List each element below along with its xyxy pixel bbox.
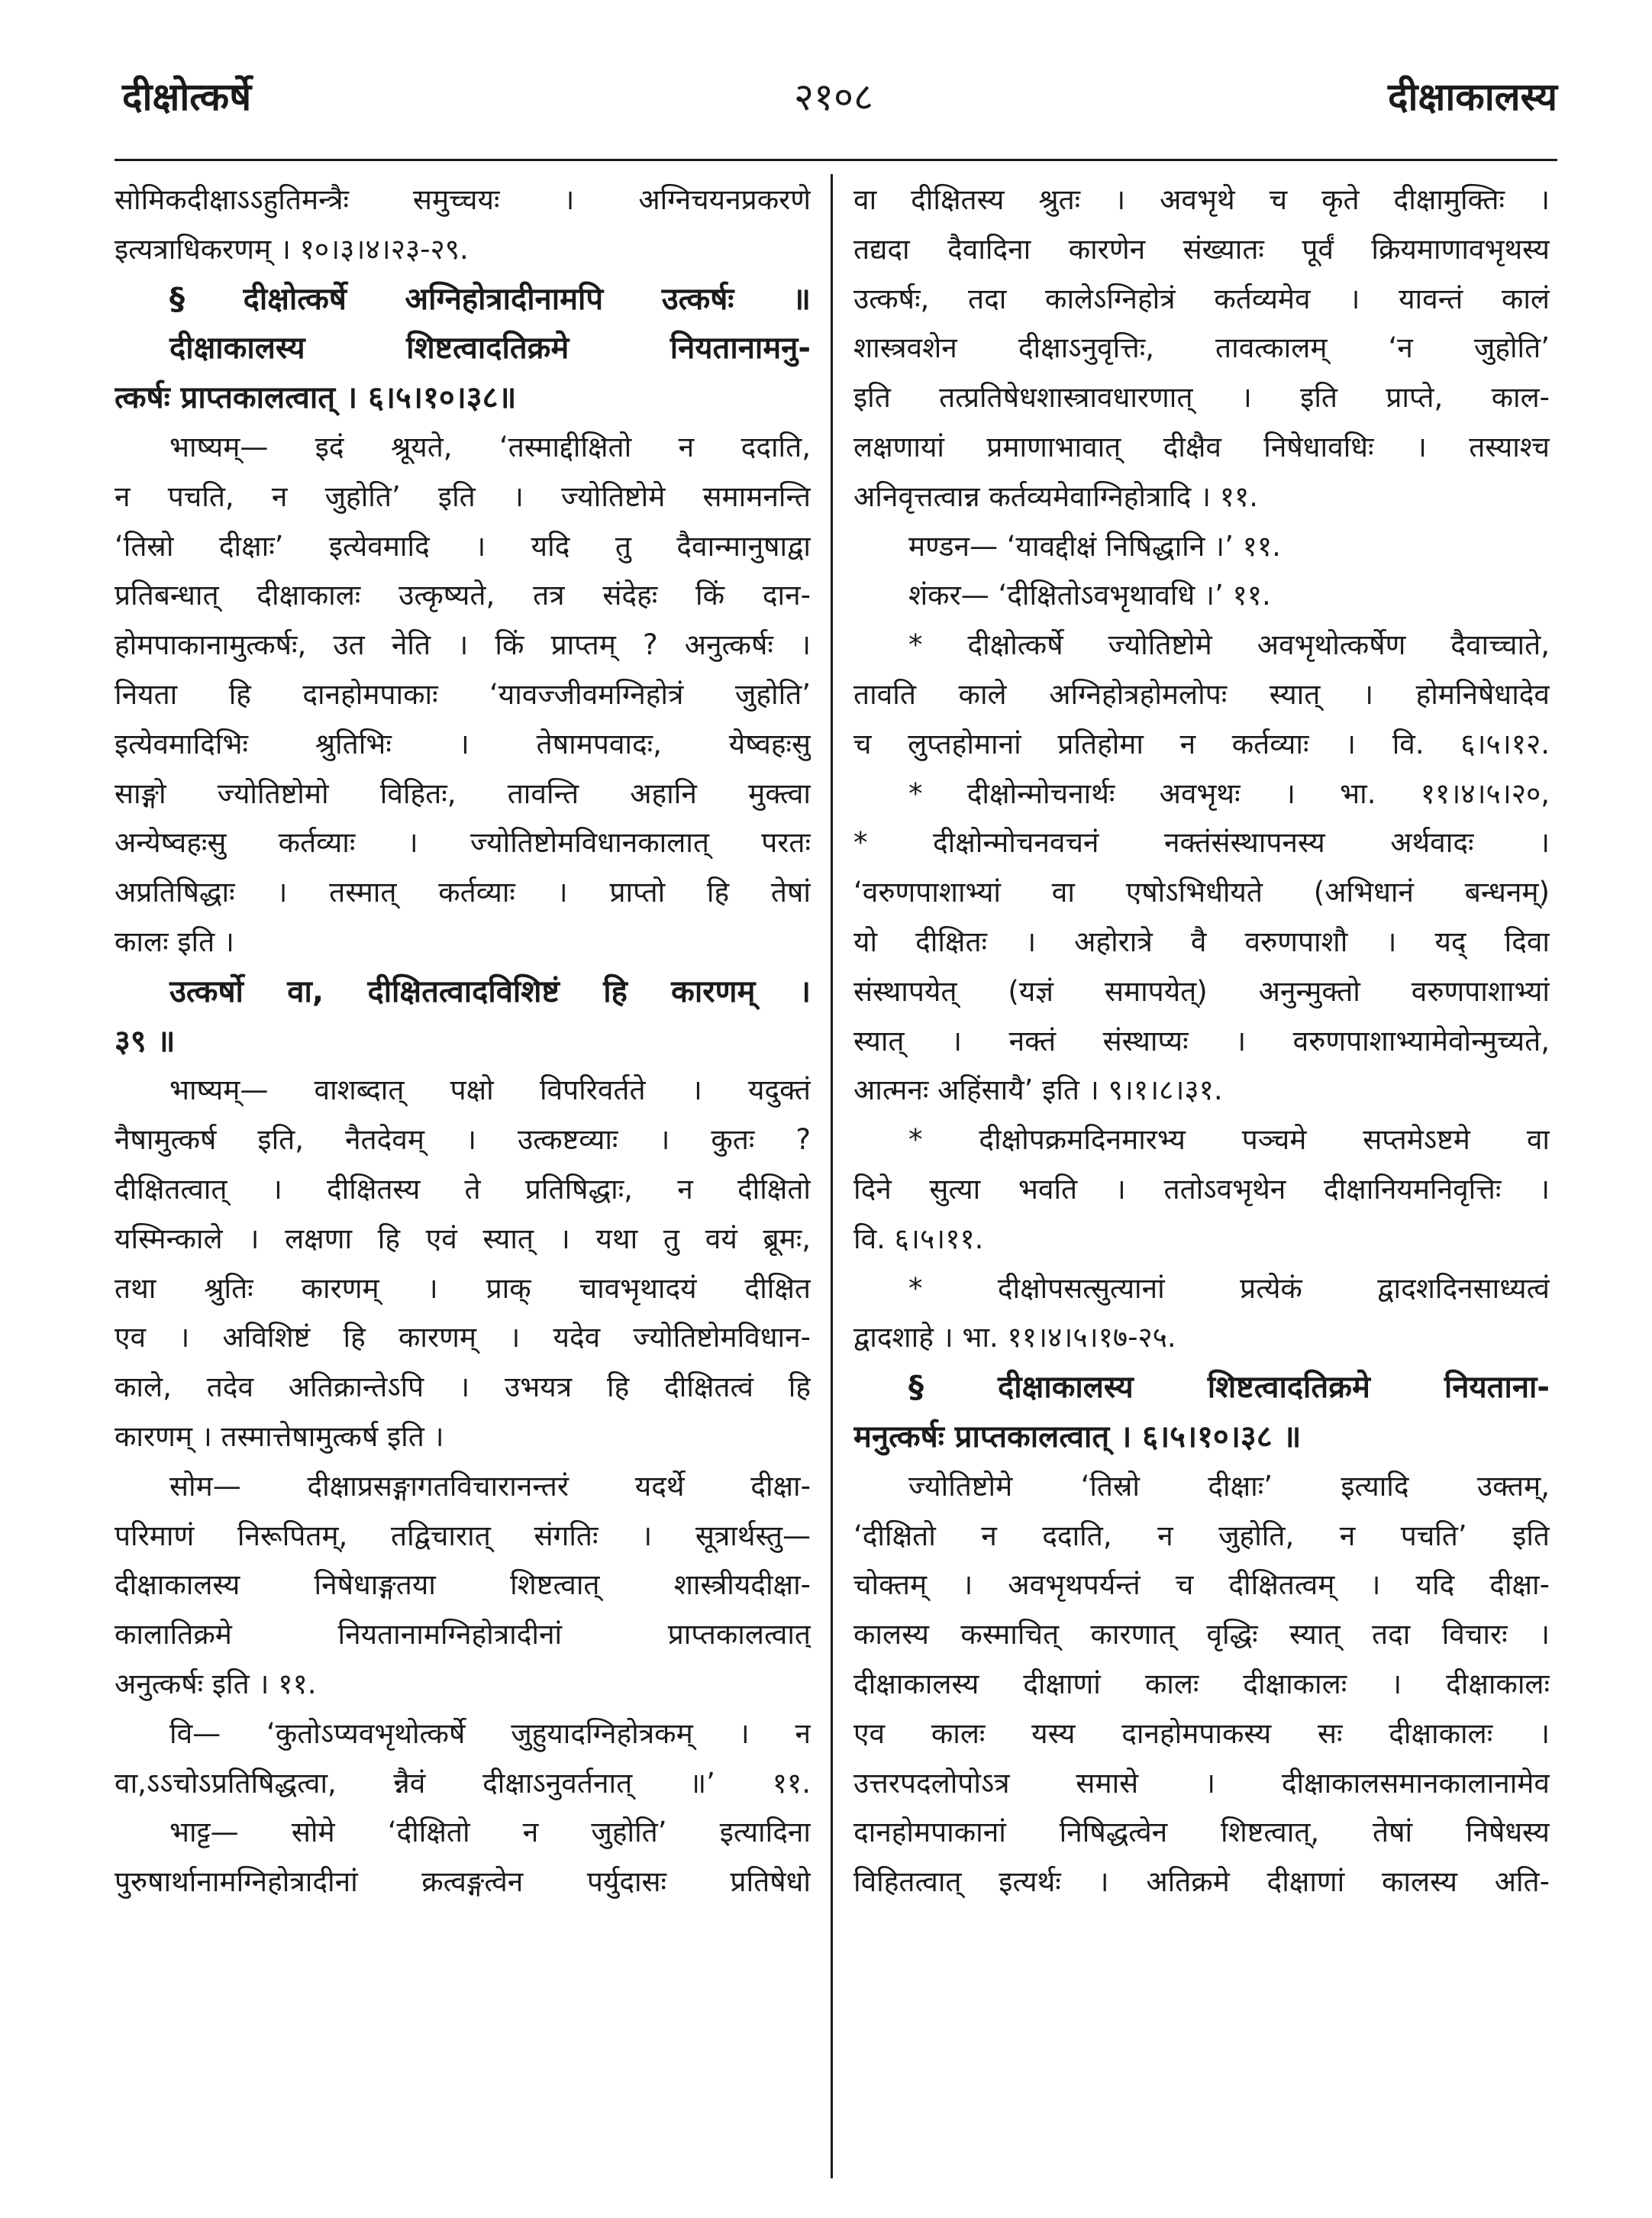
text-line: एव । अविशिष्टं हि कारणम् । यदेव ज्योतिष्टोमविधान- xyxy=(115,1321,811,1354)
text-line: वि— ‘कुतोऽप्यवभृथोत्कर्षे जुहुयादग्निहोत्रकम् । न xyxy=(169,1716,811,1750)
text-line: आत्मनः अहिंसायै’ इति । ९।१।८।३१. xyxy=(853,1073,1223,1107)
text-line: शास्त्रवशेन दीक्षाऽनुवृत्तिः, तावत्कालम् ‘न जुहोति’ xyxy=(853,331,1550,365)
header-right-catchword: दीक्षाकालस्य xyxy=(1388,75,1557,119)
text-line: ‘दीक्षितो न ददाति, न जुहोति, न पचति’ इति xyxy=(853,1519,1550,1552)
text-line: स्यात् । नक्तं संस्थाप्यः । वरुणपाशाभ्यामेवोन्मुच्यते, xyxy=(853,1024,1550,1057)
text-line: § दीक्षोत्कर्षे अग्निहोत्रादीनामपि उत्कर्षः ॥ xyxy=(169,281,811,317)
text-line: इत्यत्राधिकरणम् । १०।३।४।२३-२९. xyxy=(115,232,469,266)
text-line: तावति काले अग्निहोत्रहोमलोपः स्यात् । होमनिषेधादेव xyxy=(853,677,1550,711)
text-line: संस्थापयेत् (यज्ञं समापयेत्) अनुन्मुक्तो वरुणपाशाभ्यां xyxy=(853,974,1550,1008)
text-line: पुरुषार्थानामग्निहोत्रादीनां क्रत्वङ्गत्वेन पर्युदासः प्रतिषेधो xyxy=(115,1865,811,1899)
text-line: परिमाणं निरूपितम्, तद्विचारात् संगतिः । सूत्रार्थस्तु— xyxy=(115,1519,811,1552)
text-line: कारणम् । तस्मात्तेषामुत्कर्ष इति । xyxy=(115,1419,444,1453)
text-line: उत्कर्षः, तदा कालेऽग्निहोत्रं कर्तव्यमेव । यावन्तं कालं xyxy=(853,282,1550,315)
page-number: २१०८ xyxy=(794,75,873,119)
text-line: च लुप्तहोमानां प्रतिहोमा न कर्तव्याः । वि. ६।५।१२. xyxy=(853,727,1550,760)
text-line: विहितत्वात् इत्यर्थः । अतिक्रमे दीक्षाणां कालस्य अति- xyxy=(853,1865,1550,1899)
text-line: अन्येष्वहःसु कर्तव्याः । ज्योतिष्टोमविधानकालात् परतः xyxy=(115,826,811,860)
text-line: यस्मिन्काले । लक्षणा हि एवं स्यात् । यथा तु वयं ब्रूमः, xyxy=(115,1222,811,1255)
text-line: इत्येवमादिभिः श्रुतिभिः । तेषामपवादः, येष्वहःसु xyxy=(115,727,811,760)
text-line: वि. ६।५।११. xyxy=(853,1222,984,1255)
text-line: उत्तरपदलोपोऽत्र समासे । दीक्षाकालसमानकालानामेव xyxy=(853,1766,1550,1800)
text-line: शंकर— ‘दीक्षितोऽवभृथावधि ।’ ११. xyxy=(908,579,1271,612)
text-line: ३९ ॥ xyxy=(115,1023,176,1059)
text-line: नैषामुत्कर्ष इति, नैतदेवम् । उत्कष्टव्याः । कुतः ? xyxy=(115,1123,811,1157)
text-line: चोक्तम् । अवभृथपर्यन्तं च दीक्षितत्वम् । यदि दीक्षा- xyxy=(853,1568,1550,1602)
text-line: काले, तदेव अतिक्रान्तेऽपि । उभयत्र हि दीक्षितत्वं हि xyxy=(115,1371,811,1404)
text-line: प्रतिबन्धात् दीक्षाकालः उत्कृष्यते, तत्र संदेहः किं दान- xyxy=(115,579,811,612)
header-rule xyxy=(115,159,1557,161)
text-line: लक्षणायां प्रमाणाभावात् दीक्षैव निषेधावधिः । तस्याश्च xyxy=(853,430,1550,463)
text-line: एव कालः यस्य दानहोमपाकस्य सः दीक्षाकालः । xyxy=(853,1716,1550,1750)
text-line: ज्योतिष्टोमे ‘तिस्रो दीक्षाः’ इत्यादि उक्तम्, xyxy=(908,1469,1550,1503)
text-line: सोमिकदीक्षाऽऽहुतिमन्त्रैः समुच्चयः । अग्निचयनप्रकरणे xyxy=(115,183,811,216)
text-line: द्वादशाहे । भा. ११।४।५।१७-२५. xyxy=(853,1321,1176,1354)
text-line: दिने सुत्या भवति । ततोऽवभृथेन दीक्षानियमनिवृत्तिः । xyxy=(853,1172,1550,1206)
left-column xyxy=(115,176,811,2176)
text-line: दीक्षाकालस्य शिष्टत्वादतिक्रमे नियतानामनु- xyxy=(169,331,811,366)
text-line: कालः इति । xyxy=(115,925,234,958)
text-line: उत्कर्षो वा, दीक्षितत्वादविशिष्टं हि कारणम् । xyxy=(169,973,811,1009)
text-line: ‘तिस्रो दीक्षाः’ इत्येवमादि । यदि तु दैवान्मानुषाद्वा xyxy=(115,529,811,563)
text-line: * दीक्षोन्मोचनार्थः अवभृथः । भा. ११।४।५।२०, xyxy=(908,776,1550,810)
text-line: तद्यदा दैवादिना कारणेन संख्यातः पूर्वं क्रियमाणावभृथस्य xyxy=(853,232,1550,266)
text-line: इति तत्प्रतिषेधशास्त्रावधारणात् । इति प्राप्ते, काल- xyxy=(853,381,1550,415)
text-line: साङ्गो ज्योतिष्टोमो विहितः, तावन्ति अहानि मुक्त्वा xyxy=(115,776,811,810)
text-line: अनुत्कर्षः इति । ११. xyxy=(115,1667,317,1700)
text-line: दीक्षाकालस्य दीक्षाणां कालः दीक्षाकालः । दीक्षाकालः xyxy=(853,1667,1550,1700)
text-line: कालातिक्रमे नियतानामग्निहोत्रादीनां प्राप्तकालत्वात् xyxy=(115,1618,811,1651)
text-line: त्कर्षः प्राप्तकालत्वात् । ६।५।१०।३८॥ xyxy=(115,380,517,416)
text-line: * दीक्षोत्कर्षे ज्योतिष्टोमे अवभृथोत्कर्षेण दैवाच्चाते, xyxy=(908,628,1550,662)
text-line: दानहोमपाकानां निषिद्धत्वेन शिष्टत्वात्, तेषां निषेधस्य xyxy=(853,1816,1550,1849)
text-line: वा दीक्षितस्य श्रुतः । अवभृथे च कृते दीक्षामुक्तिः । xyxy=(853,183,1550,216)
text-line: यो दीक्षितः । अहोरात्रे वै वरुणपाशौ । यद् दिवा xyxy=(853,925,1550,958)
text-line: भाष्यम्— इदं श्रूयते, ‘तस्माद्दीक्षितो न ददाति, xyxy=(169,430,811,463)
text-line: कालस्य कस्माचित् कारणात् वृद्धिः स्यात् तदा विचारः । xyxy=(853,1618,1550,1651)
right-column xyxy=(853,176,1550,2176)
text-line: वा,ऽऽचोऽप्रतिषिद्धत्वा, न्नैवं दीक्षाऽनुवर्तनात् ॥’ ११. xyxy=(115,1766,811,1800)
text-line: भाष्यम्— वाशब्दात् पक्षो विपरिवर्तते । यदुक्तं xyxy=(169,1073,811,1107)
text-line: दीक्षाकालस्य निषेधाङ्गतया शिष्टत्वात् शास्त्रीयदीक्षा- xyxy=(115,1568,811,1602)
text-line: मनुत्कर्षः प्राप्तकालत्वात् । ६।५।१०।३८ ॥ xyxy=(853,1419,1302,1454)
text-line: नियता हि दानहोमपाकाः ‘यावज्जीवमग्निहोत्रं जुहोति’ xyxy=(115,677,811,711)
text-line: अनिवृत्तत्वान्न कर्तव्यमेवाग्निहोत्रादि । ११. xyxy=(853,479,1259,513)
running-head xyxy=(122,70,1557,147)
header-left-catchword: दीक्षोत्कर्षे xyxy=(122,75,252,119)
column-divider xyxy=(831,174,833,2178)
text-line: * दीक्षोन्मोचनवचनं नक्तंसंस्थापनस्य अर्थवादः । xyxy=(853,826,1550,860)
text-line: § दीक्षाकालस्य शिष्टत्वादतिक्रमे नियताना- xyxy=(908,1370,1550,1406)
text-line: मण्डन— ‘यावद्दीक्षं निषिद्धानि ।’ ११. xyxy=(908,529,1281,563)
text-line: सोम— दीक्षाप्रसङ्गागतविचारानन्तरं यदर्थे दीक्षा- xyxy=(169,1469,811,1503)
text-line: होमपाकानामुत्कर्षः, उत नेति । किं प्राप्तम् ? अनुत्कर्षः । xyxy=(115,628,811,662)
text-line: ‘वरुणपाशाभ्यां वा एषोऽभिधीयते (अभिधानं बन्धनम्) xyxy=(853,876,1550,909)
text-line: न पचति, न जुहोति’ इति । ज्योतिष्टोमे समामनन्ति xyxy=(115,479,811,513)
text-line: * दीक्षोपक्रमदिनमारभ्य पञ्चमे सप्तमेऽष्टमे वा xyxy=(908,1123,1550,1157)
text-line: * दीक्षोपसत्सुत्यानां प्रत्येकं द्वादशदिनसाध्यत्वं xyxy=(908,1271,1550,1305)
text-line: भाट्ट— सोमे ‘दीक्षितो न जुहोति’ इत्यादिना xyxy=(169,1816,811,1849)
text-line: अप्रतिषिद्धाः । तस्मात् कर्तव्याः । प्राप्तो हि तेषां xyxy=(115,876,811,909)
text-line: तथा श्रुतिः कारणम् । प्राक् चावभृथादयं दीक्षित xyxy=(115,1271,811,1305)
text-line: दीक्षितत्वात् । दीक्षितस्य ते प्रतिषिद्धाः, न दीक्षितो xyxy=(115,1172,811,1206)
